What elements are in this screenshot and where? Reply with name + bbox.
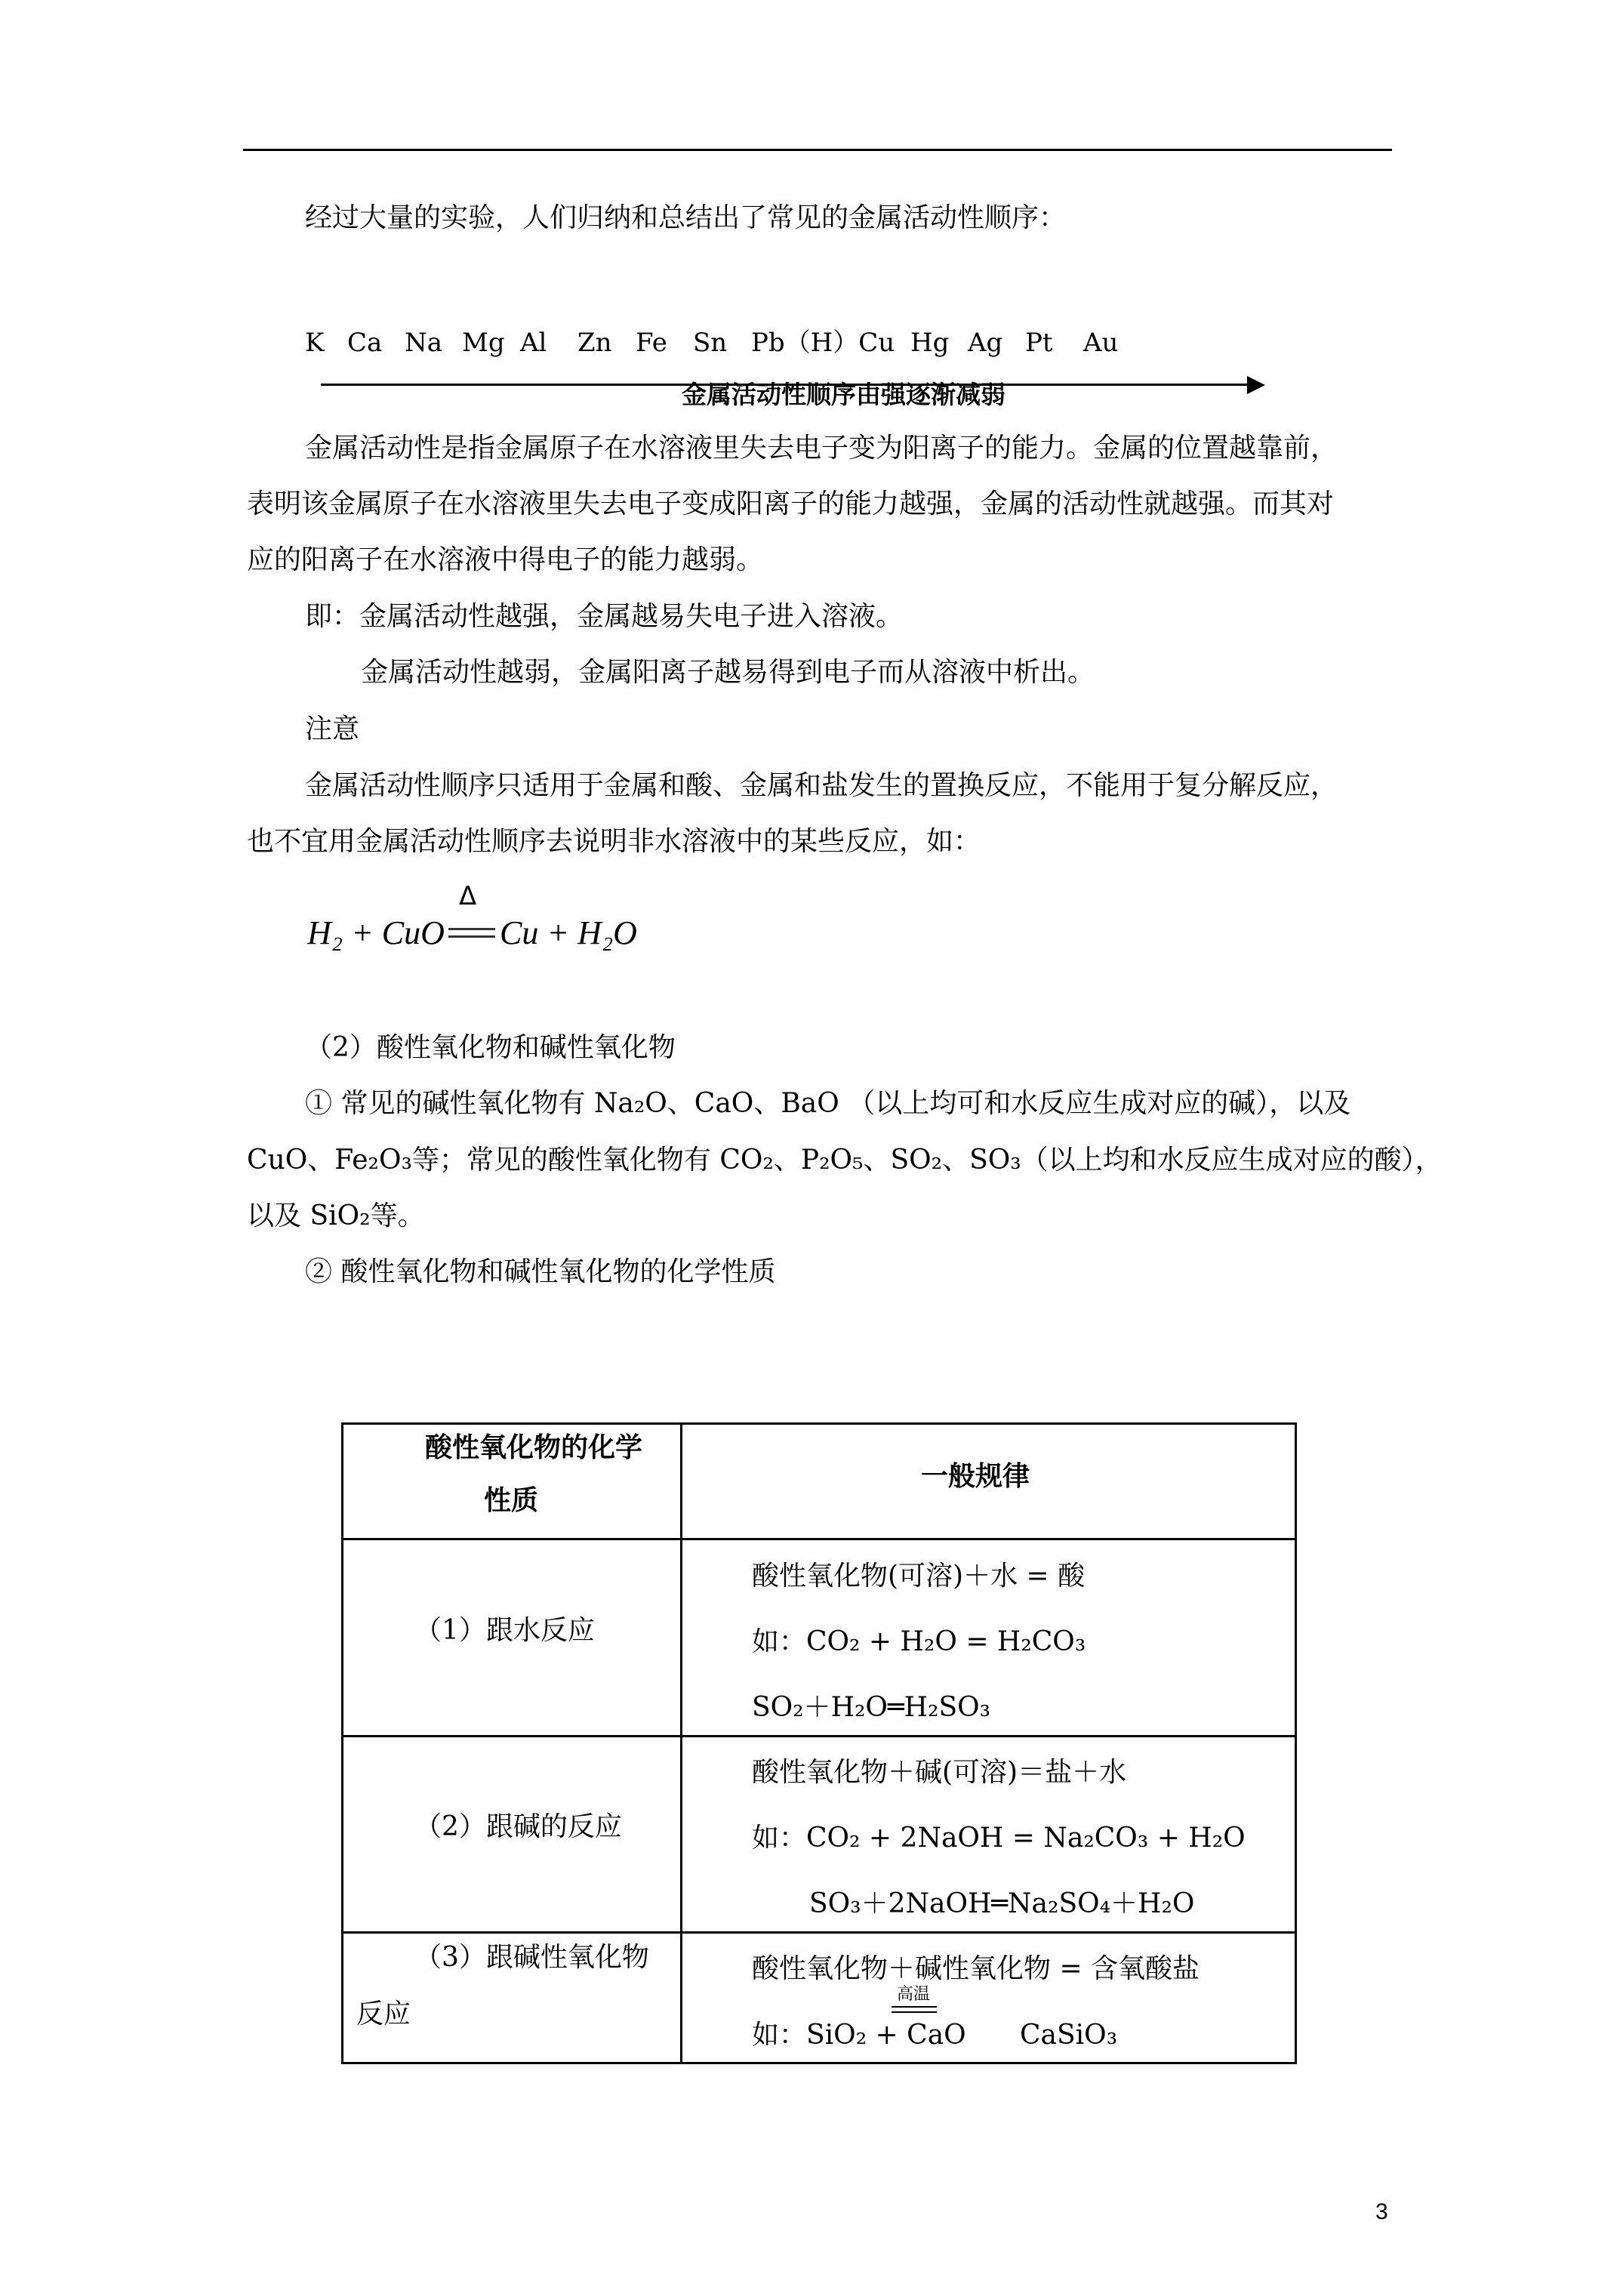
oxide-properties-table [341,1422,1297,2064]
item1-line1: ① 常见的碱性氧化物有 Na₂O、CaO、BaO （以上均可和水反应生成对应的碱），以及 [305,1088,1351,1119]
row3-property-line1: （3）跟碱性氧化物 [414,1942,649,1973]
intro-line: 经过大量的实验，人们归纳和总结出了常见的金属活动性顺序： [305,202,1067,233]
note-label: 注意 [305,713,360,744]
arrow-caption: 金属活动性顺序由强逐渐减弱 [682,380,1006,409]
element-k: K [305,328,325,358]
element-pt: Pt [1025,328,1053,358]
equation-right: Cu + H₂O [500,914,637,951]
element-ag: Ag [968,328,1003,358]
element-pb-h-cu: Pb（H）Cu [751,328,895,358]
header-property-line1: 酸性氧化物的化学 [425,1432,643,1463]
row2-example1: 如：CO₂ + 2NaOH = Na₂CO₃ + H₂O [752,1823,1246,1854]
row2-rule: 酸性氧化物＋碱(可溶)＝盐＋水 [752,1757,1127,1788]
header-rule [243,149,1392,151]
equation-condition: Δ [459,881,477,911]
row3-eq-bar-top [892,2006,937,2008]
table-row-divider [343,1931,1295,1934]
row1-rule: 酸性氧化物(可溶)＋水 = 酸 [752,1561,1086,1592]
element-ca: Ca [347,328,383,358]
element-zn: Zn [577,328,612,358]
row3-example-left: 如：SiO₂ + CaO [752,2020,966,2051]
table-row-divider [343,1735,1295,1737]
arrow-head-icon [1247,376,1265,394]
equation-bar-top [448,928,495,930]
table-row-divider [343,1538,1295,1540]
header-property-line2: 性质 [484,1484,539,1516]
element-au: Au [1083,328,1119,358]
row1-example2: SO₂＋H₂O═H₂SO₃ [752,1692,991,1723]
para1-line3: 应的阳离子在水溶液中得电子的能力越弱。 [247,544,764,575]
section2-heading: （2）酸性氧化物和碱性氧化物 [305,1032,676,1063]
element-na: Na [405,328,443,358]
element-fe: Fe [636,328,667,358]
row1-example1: 如：CO₂ + H₂O = H₂CO₃ [752,1626,1086,1657]
para1-line1: 金属活动性是指金属原子在水溶液里失去电子变为阳离子的能力。金属的位置越靠前， [305,433,1338,464]
ji-line: 即：金属活动性越强，金属越易失电子进入溶液。 [305,601,904,632]
row3-example-right: CaSiO₃ [1020,2020,1118,2051]
item1-line2: CuO、Fe₂O₃等；常见的酸性氧化物有 CO₂、P₂O₅、SO₂、SO₃（以上均和水反应生成对应的酸）， [247,1145,1443,1176]
row3-condition: 高温 [897,1985,931,2004]
element-mg: Mg [462,328,505,358]
note-line2: 也不宜用金属活动性顺序去说明非水溶液中的某些反应，如： [247,826,981,857]
equation-left: H₂ + CuO [307,914,445,951]
page-number: 3 [1375,2199,1388,2224]
table-column-divider [680,1425,682,2062]
row2-example2: SO₃＋2NaOH═Na₂SO₄＋H₂O [809,1888,1195,1919]
row2-property: （2）跟碱的反应 [414,1811,622,1842]
item2-heading: ② 酸性氧化物和碱性氧化物的化学性质 [305,1256,776,1287]
element-al: Al [520,328,547,358]
equation-bar-bottom [448,935,495,938]
item1-line3: 以及 SiO₂等。 [247,1200,425,1231]
row3-property-line2: 反应 [356,1999,411,2029]
element-hg: Hg [910,328,950,358]
ji-line2: 金属活动性越弱，金属阳离子越易得到电子而从溶液中析出。 [361,657,1095,688]
header-rule: 一般规律 [921,1460,1030,1492]
row3-eq-bar-bottom [892,2011,937,2013]
row1-property: （1）跟水反应 [414,1615,595,1646]
row3-rule: 酸性氧化物＋碱性氧化物 = 含氧酸盐 [752,1953,1200,1984]
para1-line2: 表明该金属原子在水溶液里失去电子变成阳离子的能力越强，金属的活动性就越强。而其对 [247,488,1335,519]
element-sn: Sn [693,328,728,358]
note-line1: 金属活动性顺序只适用于金属和酸、金属和盐发生的置换反应，不能用于复分解反应， [305,770,1338,801]
